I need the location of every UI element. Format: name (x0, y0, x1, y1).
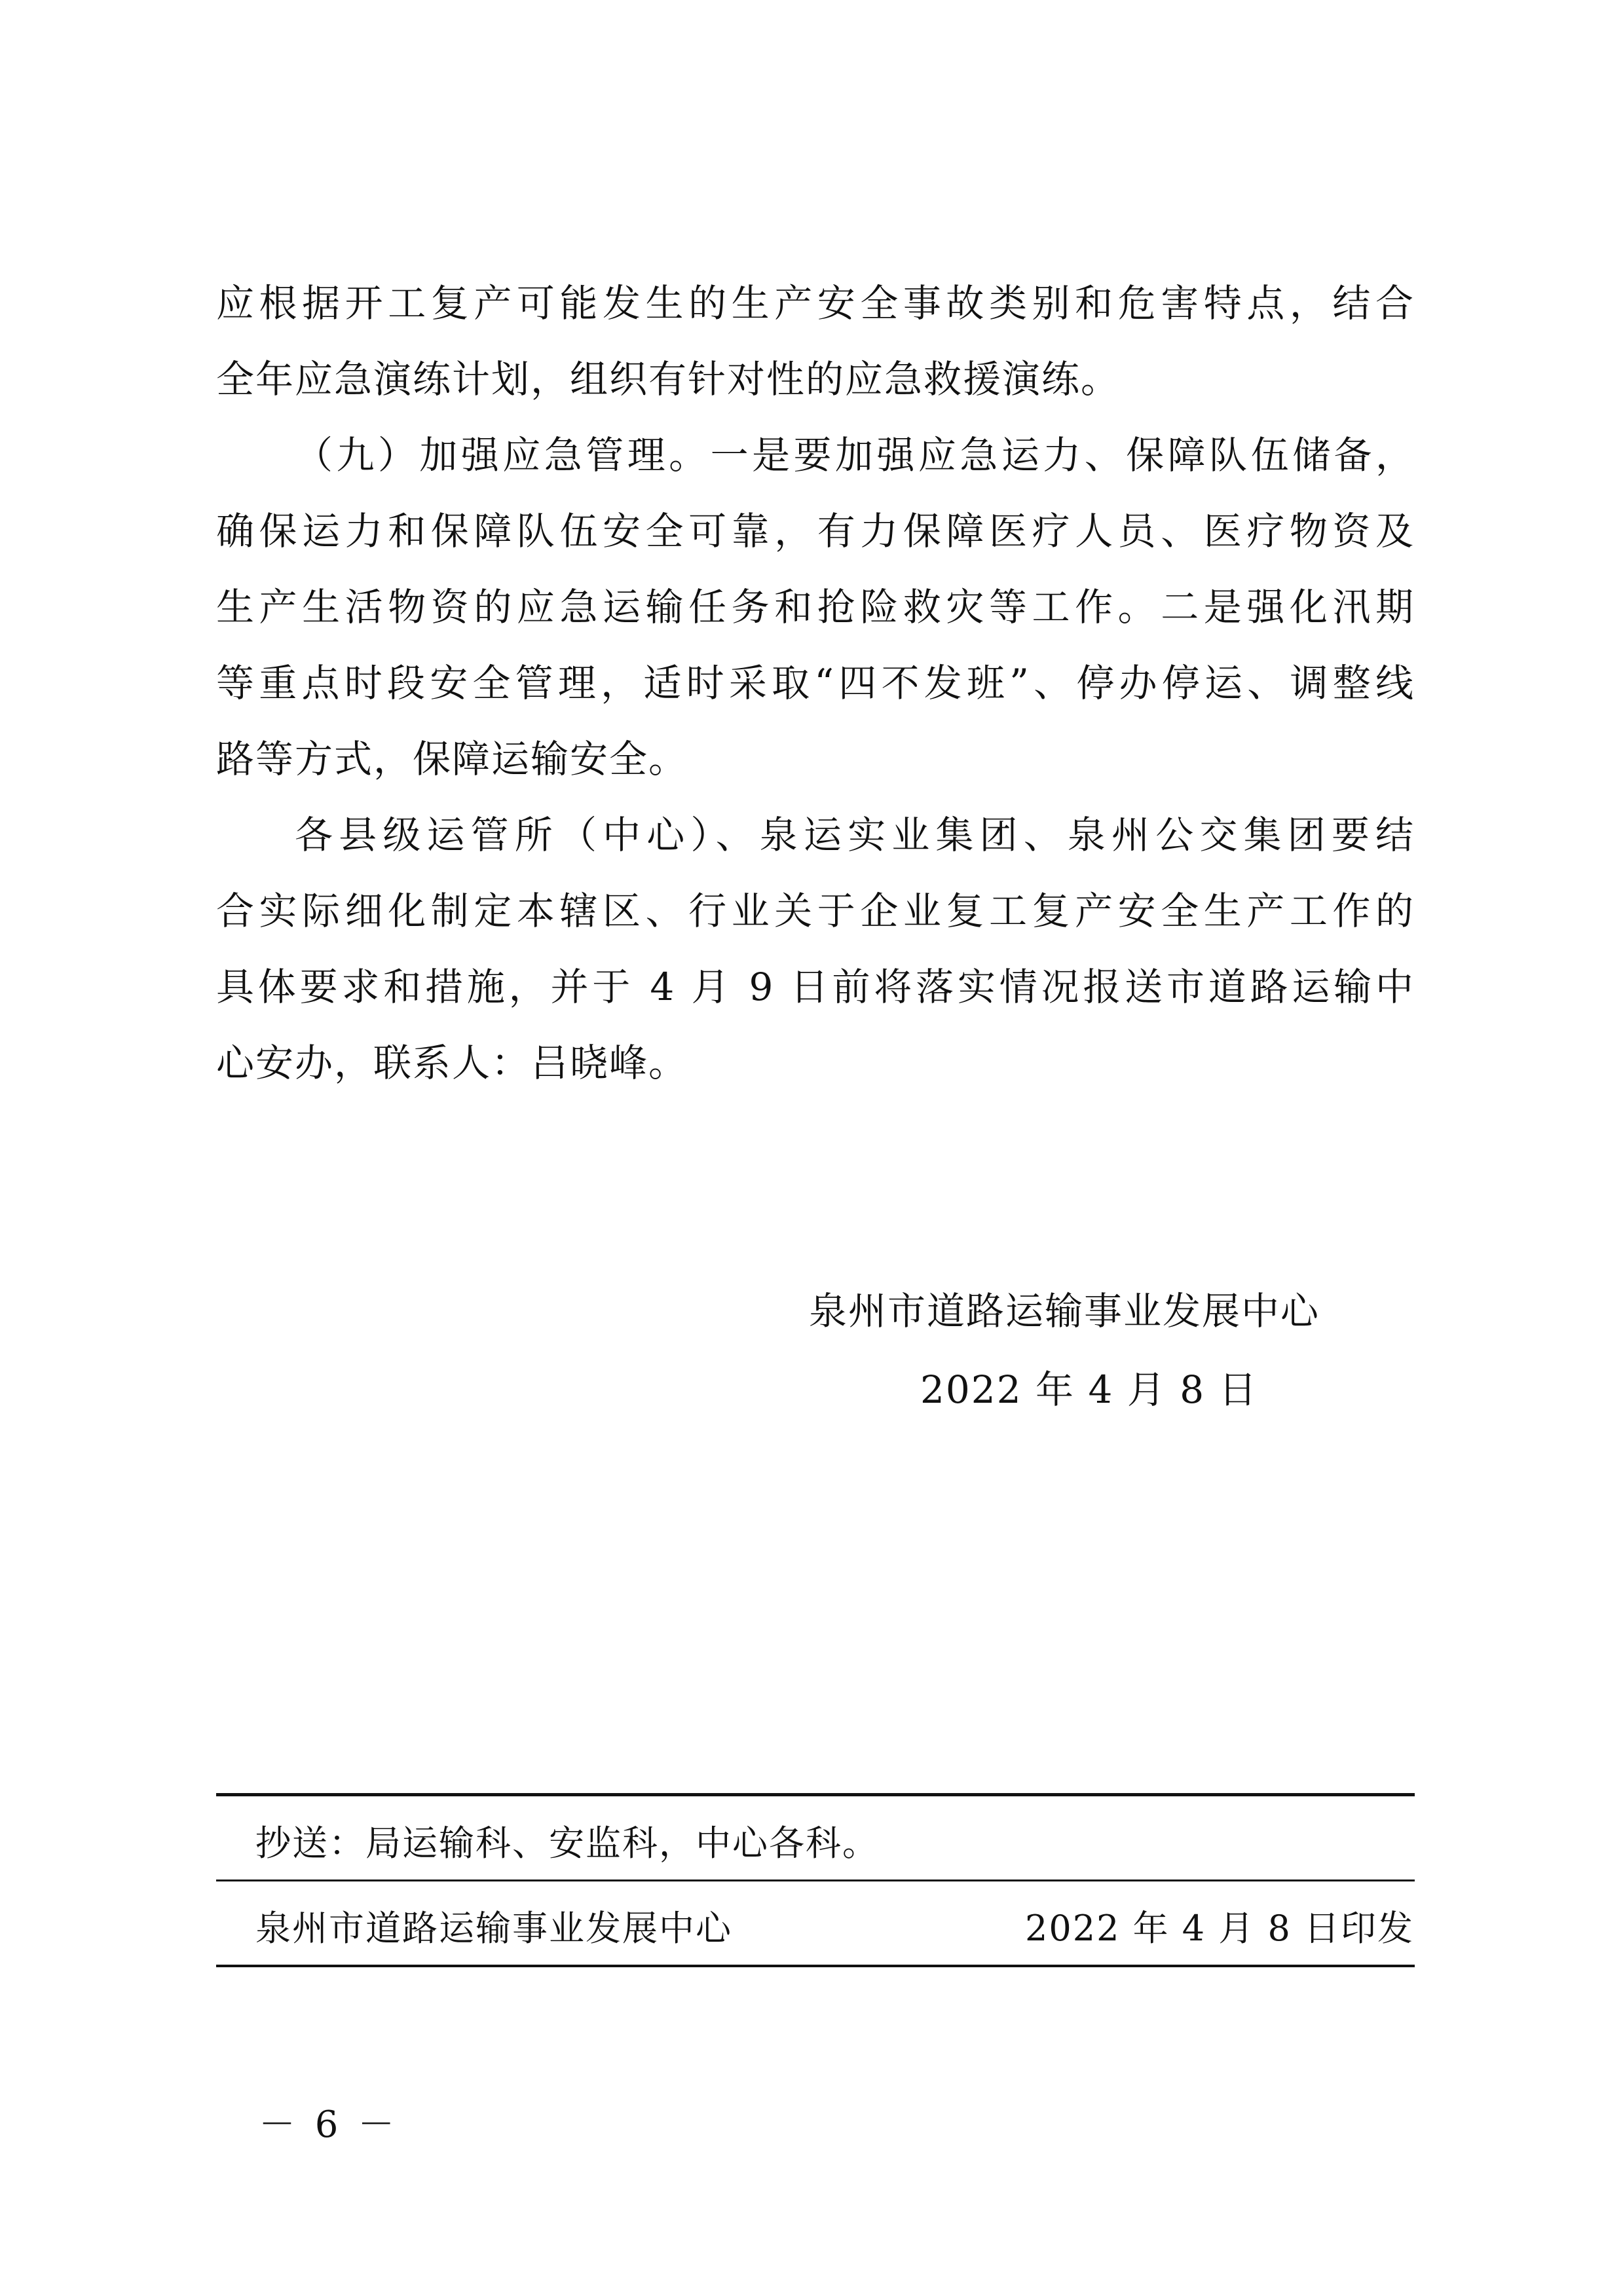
page-number: － 6 － (259, 2103, 399, 2146)
body-line: 路等方式，保障运输安全。 (216, 737, 688, 781)
body-line: 心安办，联系人：吕晓峰。 (216, 1041, 688, 1085)
body-line: 生产生活物资的应急运输任务和抢险救灾等工作。二是强化汛期 (216, 585, 1415, 629)
signature-organization: 泉州市道路运输事业发展中心 (809, 1289, 1320, 1333)
cc-recipients: 抄送：局运输科、安监科，中心各科。 (255, 1823, 879, 1864)
paragraph-closing-instructions (216, 797, 1415, 1101)
footer-bottom-rule (216, 1965, 1415, 1967)
paragraph-emergency-management (216, 417, 1415, 797)
document-body (216, 265, 1415, 1101)
issuing-organization: 泉州市道路运输事业发展中心 (255, 1908, 732, 1949)
footer-top-rule (216, 1793, 1415, 1796)
body-line: （九）加强应急管理。一是要加强应急运力、保障队伍储备， (295, 433, 1415, 477)
body-line: 等重点时段安全管理，适时采取“四不发班”、停办停运、调整线 (216, 661, 1415, 705)
body-line: 确保运力和保障队伍安全可靠，有力保障医疗人员、医疗物资及 (216, 509, 1415, 553)
body-line: 各县级运管所（中心）、泉运实业集团、泉州公交集团要结 (295, 813, 1415, 857)
issue-date: 2022 年 4 月 8 日印发 (1025, 1908, 1414, 1949)
signature-date: 2022 年 4 月 8 日 (920, 1367, 1258, 1412)
paragraph-drill-continuation (216, 265, 1415, 417)
body-line: 具体要求和措施，并于 4 月 9 日前将落实情况报送市道路运输中 (216, 965, 1415, 1009)
body-line: 全年应急演练计划，组织有针对性的应急救援演练。 (216, 357, 1121, 401)
footer-middle-rule (216, 1879, 1415, 1881)
body-line: 应根据开工复产可能发生的生产安全事故类别和危害特点，结合 (216, 281, 1415, 325)
body-line: 合实际细化制定本辖区、行业关于企业复工复产安全生产工作的 (216, 889, 1415, 933)
